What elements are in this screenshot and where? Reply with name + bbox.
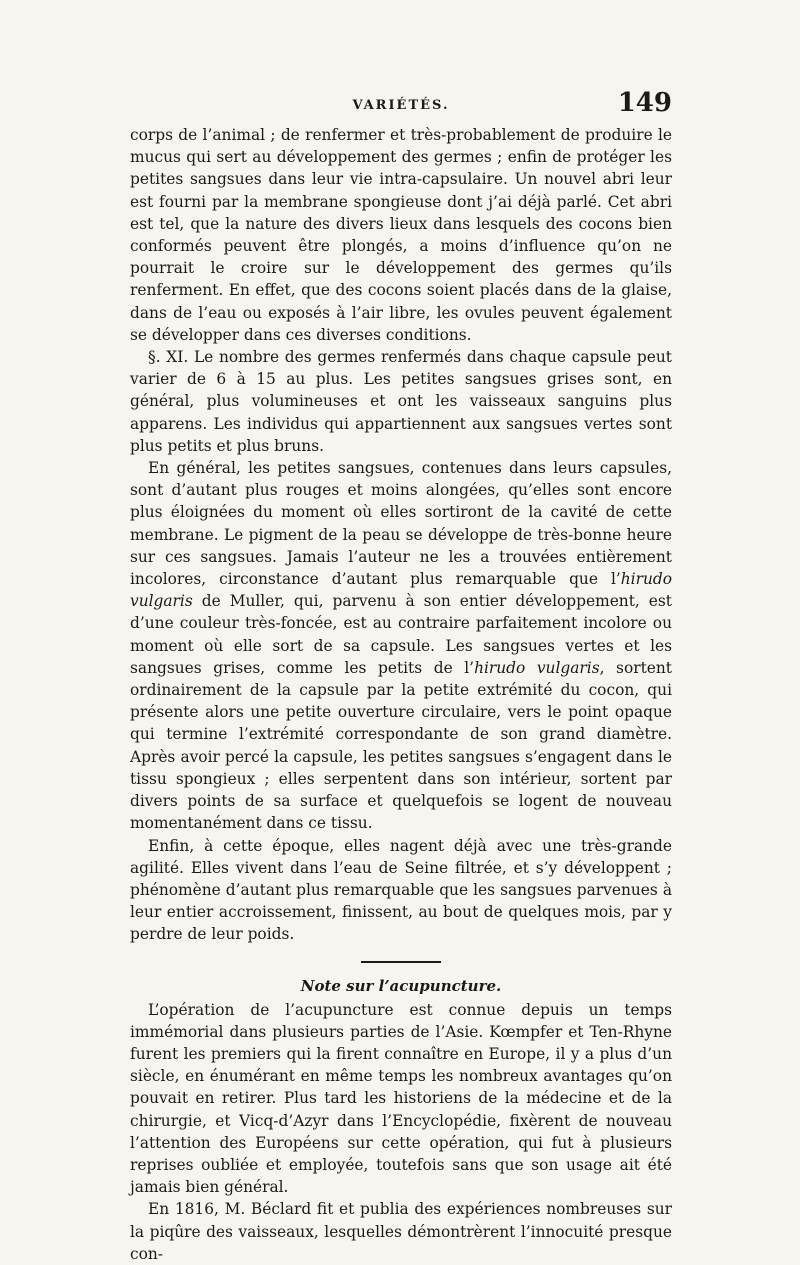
paragraph-acupuncture-history: L’opération de l’acupuncture est connue depuis un temps immémorial dans plusieurs parties de l’Asie. Kœmpfer et Ten-Rhyne furent les premiers qui la firent connaître en Europe, il y a plus d’un siècle, en énumérant en même temps les nombreux avantages qu’on pouvait en retirer. Plus tard les historiens de la médecine et de la chirurgie, et Vicq-d’Azyr dans l’Encyclopédie, fixèrent de nouveau l’attention des Européens sur cette opération, qui fut à plusieurs reprises oubliée et employée, toutefois sans que son usage ait été jamais bien général. (130, 1000, 672, 1197)
paragraph-agilite: Enfin, à cette époque, elles nagent déjà avec une très-grande agilité. Elles vivent dans l’eau de Seine filtrée, et s’y développent ; phénomène d’autant plus remarquable que les sangsues parvenues à leur entier accroissement, finissent, au bout de quelques mois, par y perdre de leur poids. (130, 836, 672, 944)
text-segment: de Muller, qui, parvenu à son entier développement, est d’une couleur très-foncée, est au contraire parfaitement incolore ou moment où elle sort de sa capsule. Les sangsues vertes et les sangsues grises, comme les petits de l’ (130, 592, 672, 677)
book-page (130, 88, 672, 1265)
paragraph-cocon-abri: corps de l’animal ; de renfermer et très-probablement de produire le mucus qui sert au développement des germes ; enfin de protéger les petites sangsues dans leur vie intra-capsulaire. Un nouvel abri leur est fourni par la membrane spongieuse dont j’ai déjà parlé. Cet abri est tel, que la nature des divers lieux dans lesquels des cocons bien conformés peuvent être plongés, a moins d’influence qu’on ne pourrait le croire sur le développement des germes qu’ils renferment. En effet, que des cocons soient placés dans de la glaise, dans de l’eau ou exposés à l’air libre, les ovules peuvent également se développer dans ces diverses conditions. (130, 126, 672, 344)
text-segment: En général, les petites sangsues, contenues dans leurs capsules, sont d’autant plus rouges et moins alongées, qu’elles sont encore plus éloignées du moment où elles sortiront de la cavité de cette membrane. Le pigment de la peau se développe de très-bonne heure sur ces sangsues. Jamais l’auteur ne les a trouvées entièrement incolores, circonstance d’autant plus remarquable que l’ (130, 459, 672, 589)
page-number: 149 (617, 88, 672, 118)
section-divider (130, 946, 672, 977)
running-head: VARIÉTÉS. (352, 98, 450, 113)
page-header (130, 88, 672, 124)
paragraph-beclard: En 1816, M. Béclard fit et publia des expériences nombreuses sur la piqûre des vaisseaux, lesquelles démontrèrent l’innocuité presque con- (130, 1200, 672, 1263)
text-segment: , sortent ordinairement de la capsule par la petite extrémité du cocon, qui présente alors une petite ouverture circulaire, vers le point opaque qui termine l’extrémité correspondante de son grand diamètre. Après avoir percé la capsule, les petites sangsues s’engagent dans le tissu spongieux ; elles serpentent dans son intérieur, sortent par divers points de sa surface et quelquefois se logent de nouveau momentanément dans ce tissu. (130, 658, 672, 833)
section-title: Note sur l’acupuncture. (300, 976, 502, 995)
paragraph-couleur-sangsues (130, 457, 672, 834)
species-name: hirudo vulgaris (130, 570, 672, 611)
species-name: hirudo vulgaris (474, 658, 600, 677)
paragraph-section-xi: §. XI. Le nombre des germes renfermés dans chaque capsule peut varier de 6 à 15 au plus. Les petites sangsues grises sont, en général, plus volumineuses et ont les vaisseaux sanguins plus apparens. Les individus qui appartiennent aux sangsues vertes sont plus petits et plus bruns. (130, 348, 672, 455)
